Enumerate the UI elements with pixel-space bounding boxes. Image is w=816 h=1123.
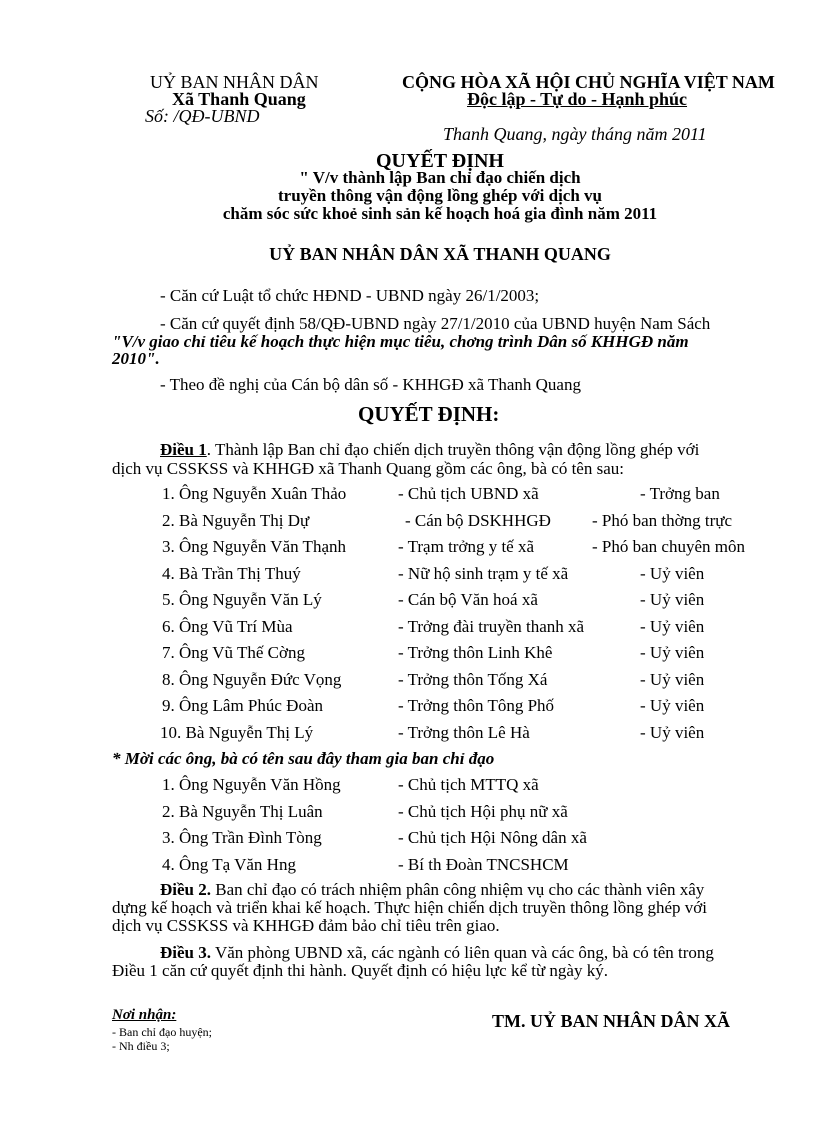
member-row (0, 484, 816, 506)
country-name: CỘNG HÒA XÃ HỘI CHỦ NGHĨA VIỆT NAM (402, 72, 775, 92)
member-role: - Trởng ban (640, 484, 720, 503)
member-position: - Trạm trởng y tế xã (398, 537, 535, 556)
article-1 (112, 440, 699, 479)
member-name: 10. Bà Nguyễn Thị Lý (160, 722, 314, 742)
article-2-text-line3: dịch vụ CSSKSS và KHHGĐ đảm bảo chỉ tiêu trên giao. (112, 916, 500, 935)
article-3-label: Điều 3. (160, 943, 211, 962)
member-name: 5. Ông Nguyễn Văn Lý (162, 590, 322, 609)
national-motto: Độc lập - Tự do - Hạnh phúc (467, 89, 688, 109)
invitee-row (0, 828, 816, 850)
member-position: - Trởng thôn Linh Khê (398, 643, 553, 662)
member-name: 8. Ông Nguyễn Đức Vọng (162, 669, 342, 689)
document-title: QUYẾT ĐỊNH (376, 150, 504, 172)
member-position: - Cán bộ Văn hoá xã (398, 590, 538, 609)
member-position: - Nữ hộ sinh trạm y tế xã (398, 563, 569, 583)
member-position: - Trởng đài truyền thanh xã (398, 616, 585, 636)
recipient-2: - Nh điều 3; (112, 1039, 170, 1053)
member-role: - Uỷ viên (640, 643, 705, 662)
member-row (0, 511, 816, 533)
member-position: - Trởng thôn Tống Xá (398, 669, 548, 689)
member-position: - Trởng thôn Tông Phố (398, 696, 555, 715)
article-3 (112, 943, 714, 981)
title-subject-line1: " V/v thành lập Ban chỉ đạo chiến dịch (299, 168, 581, 187)
commune-name: Xã Thanh Quang (172, 89, 306, 109)
legal-ground-2-subject-end: 2010". (112, 349, 160, 368)
invitee-row (0, 775, 816, 797)
date-line: Thanh Quang, ngày tháng năm 2011 (443, 124, 707, 144)
article-2-text-line2: dựng kế hoạch và triển khai kế hoạch. Thực hiện chiến dịch truyền thông lồng ghép với (112, 898, 708, 917)
member-position: - Trởng thôn Lê Hà (398, 722, 530, 742)
member-name: 9. Ông Lâm Phúc Đoàn (162, 696, 324, 715)
article-2 (112, 880, 707, 936)
member-role: - Uỷ viên (640, 563, 705, 583)
member-row (0, 537, 816, 559)
recipient-1: - Ban chỉ đạo huyện; (112, 1025, 212, 1039)
member-name: 6. Ông Vũ Trí Mùa (162, 616, 293, 636)
title-subject-line3: chăm sóc sức khoẻ sinh sản kế hoạch hoá gia đình năm 2011 (222, 204, 658, 223)
article-2-label: Điều 2. (160, 880, 211, 899)
legal-ground-2 (112, 314, 766, 369)
member-role: - Uỷ viên (640, 722, 705, 742)
member-role: - Uỷ viên (640, 696, 705, 715)
member-name: 2. Bà Nguyễn Thị Dự (162, 510, 310, 530)
article-1-label: Điều 1 (160, 440, 207, 459)
invitee-name: 3. Ông Trần Đình Tòng (162, 828, 322, 847)
member-name: 3. Ông Nguyễn Văn Thạnh (162, 537, 346, 556)
member-name: 7. Ông Vũ Thế Cờng (162, 643, 305, 662)
invite-heading: * Mời các ông, bà có tên sau đây tham gia ban chỉ đạo (112, 749, 495, 768)
title-subject-line2: truyền thông vận động lồng ghép với dịch vụ (278, 186, 602, 205)
legal-ground-2-main: - Căn cứ quyết định 58/QĐ-UBND ngày 27/1/2010 của UBND huyện Nam Sách (160, 314, 711, 333)
invitee-position: - Chủ tịch Hội phụ nữ xã (398, 801, 568, 821)
invitee-row (0, 855, 816, 877)
invitee-position: - Bí th Đoàn TNCSHCM (398, 854, 569, 874)
member-row (0, 590, 816, 612)
member-role: - Uỷ viên (640, 669, 705, 689)
invitee-row (0, 802, 816, 824)
article-1-text-line2: dịch vụ CSSKSS và KHHGĐ xã Thanh Quang gồm các ông, bà có tên sau: (112, 459, 624, 478)
member-position: - Cán bộ DSKHHGĐ (405, 510, 551, 530)
member-row (0, 670, 816, 692)
legal-ground-3: - Theo đề nghị của Cán bộ dân số - KHHGĐ xã Thanh Quang (160, 375, 581, 394)
article-3-text: Văn phòng UBND xã, các ngành có liên quan và các ông, bà có tên trong (211, 943, 714, 962)
member-role: - Uỷ viên (640, 616, 705, 636)
member-role: - Phó ban chuyên môn (592, 537, 745, 556)
legal-ground-1: - Căn cứ Luật tổ chức HĐND - UBND ngày 26/1/2003; (160, 286, 540, 305)
member-row (0, 643, 816, 665)
member-row (0, 696, 816, 718)
invitee-position: - Chủ tịch Hội Nông dân xã (398, 828, 587, 847)
member-name: 1. Ông Nguyễn Xuân Thảo (162, 484, 347, 503)
decision-heading: QUYẾT ĐỊNH: (358, 402, 500, 426)
invitee-name: 2. Bà Nguyễn Thị Luân (162, 801, 323, 821)
article-2-text: Ban chỉ đạo có trách nhiệm phân công nhiệm vụ cho các thành viên xây (211, 880, 705, 899)
invitee-name: 1. Ông Nguyễn Văn Hồng (162, 775, 341, 794)
member-role: - Phó ban thờng trực (592, 510, 733, 530)
member-row (0, 564, 816, 586)
member-row (0, 617, 816, 639)
member-name: 4. Bà Trần Thị Thuý (162, 563, 301, 583)
signature-block: TM. UỶ BAN NHÂN DÂN XÃ (492, 1011, 730, 1031)
invitee-position: - Chủ tịch MTTQ xã (398, 775, 539, 794)
recipients-heading: Nơi nhận: (112, 1007, 177, 1023)
issuing-authority: UỶ BAN NHÂN DÂN XÃ THANH QUANG (269, 244, 611, 264)
member-row (0, 723, 816, 745)
org-name: UỶ BAN NHÂN DÂN (150, 72, 319, 92)
legal-ground-2-subject: "V/v giao chỉ tiêu kế hoạch thực hiện mục tiêu, chơng trình Dân số KHHGĐ năm (112, 332, 689, 351)
member-position: - Chủ tịch UBND xã (398, 484, 539, 503)
member-role: - Uỷ viên (640, 590, 705, 609)
article-1-text: . Thành lập Ban chỉ đạo chiến dịch truyền thông vận động lồng ghép với (206, 440, 700, 459)
invitee-name: 4. Ông Tạ Văn Hng (162, 854, 296, 874)
decision-number: Số: /QĐ-UBND (145, 106, 260, 126)
article-3-text-line2: Điều 1 căn cứ quyết định thi hành. Quyết định có hiệu lực kể từ ngày ký. (112, 961, 608, 980)
